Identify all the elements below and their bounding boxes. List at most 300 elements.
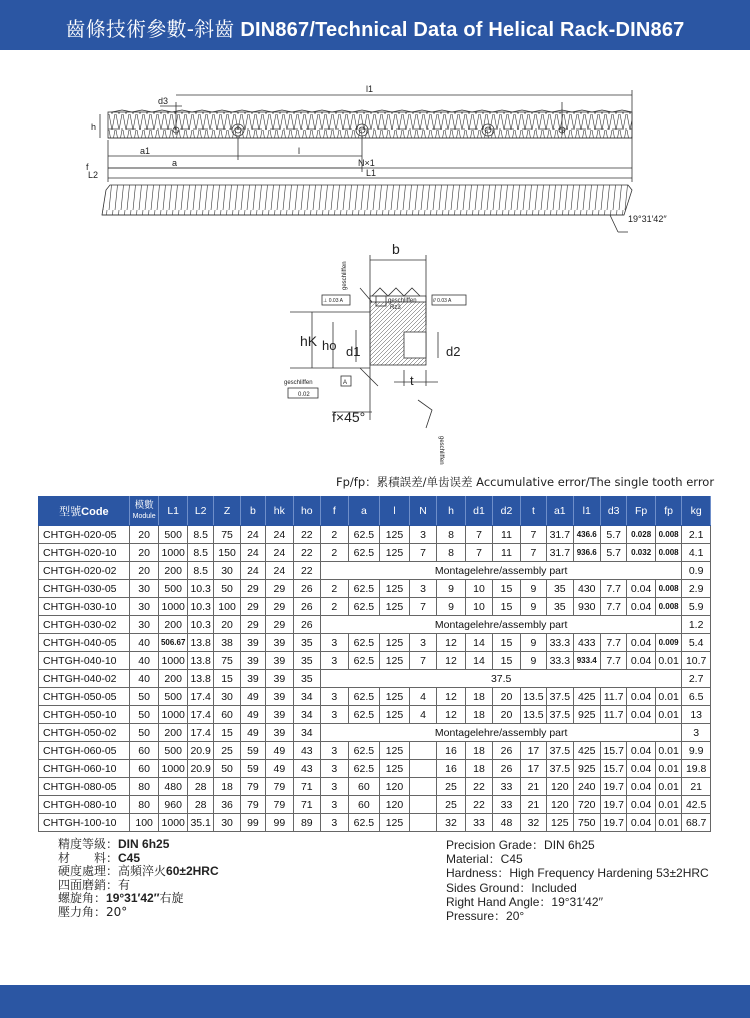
table-cell: 120 [547, 796, 573, 814]
table-cell: 3 [321, 634, 348, 652]
dim-hk-label: hK [300, 333, 318, 349]
geschliffen-label-4: geschliffen [438, 436, 444, 465]
table-cell: Montagelehre/assembly part [321, 616, 682, 634]
table-cell: 2 [321, 598, 348, 616]
table-cell: 1000 [159, 706, 188, 724]
table-cell: 925 [573, 760, 600, 778]
table-cell: CHTGH-100-10 [39, 814, 130, 832]
table-cell: 960 [159, 796, 188, 814]
table-cell: 500 [159, 688, 188, 706]
dim-b-label: b [392, 241, 400, 257]
table-cell: 10.3 [187, 616, 213, 634]
header-col: d2 [493, 497, 520, 526]
spec-material-zh: 材 料：C45 [58, 850, 141, 865]
table-cell: 29 [266, 580, 293, 598]
table-cell: 0.04 [627, 580, 656, 598]
table-cell: 8.5 [187, 544, 213, 562]
table-cell: 32 [520, 814, 546, 832]
datum-a-label: A [343, 380, 348, 386]
spec-sides-en: Sides Ground：Included [446, 880, 577, 895]
table-cell: 10 [465, 580, 492, 598]
table-cell: 39 [266, 634, 293, 652]
spec-pressure-zh: 壓力角：20° [58, 904, 128, 919]
table-cell: 3 [409, 526, 436, 544]
table-cell: 0.04 [627, 742, 656, 760]
table-cell: 62.5 [348, 598, 380, 616]
table-cell: 17.4 [187, 688, 213, 706]
header-col: Fp [627, 497, 656, 526]
table-row [39, 598, 711, 616]
table-cell: 39 [266, 688, 293, 706]
table-row [39, 724, 711, 742]
spec-table [38, 496, 711, 832]
table-cell: 0.008 [655, 526, 681, 544]
table-cell: 16 [437, 742, 466, 760]
table-cell: 33 [465, 814, 492, 832]
table-cell: 0.04 [627, 652, 656, 670]
spec-helix-en: Right Hand Angle：19°31′42′′ [446, 894, 603, 909]
table-cell: 20 [493, 688, 520, 706]
table-cell: 26 [293, 598, 320, 616]
rack-technical-drawing [0, 50, 750, 490]
table-cell: 100 [129, 814, 159, 832]
table-cell: 29 [266, 616, 293, 634]
dim-t-label: t [410, 373, 414, 388]
table-header-row [39, 497, 711, 526]
table-cell: 25 [214, 742, 240, 760]
table-cell: CHTGH-030-02 [39, 616, 130, 634]
dim-f-label: f [86, 162, 89, 172]
dim-d1-label: d1 [346, 344, 361, 359]
table-cell: 120 [380, 796, 410, 814]
table-cell: 480 [159, 778, 188, 796]
table-cell: 13 [682, 706, 711, 724]
table-cell: CHTGH-040-10 [39, 652, 130, 670]
table-cell: 22 [293, 562, 320, 580]
table-cell: 125 [380, 652, 410, 670]
table-cell: 18 [465, 706, 492, 724]
table-cell: 7 [409, 652, 436, 670]
dim-d3-label: d3 [158, 96, 169, 106]
table-cell: 1000 [159, 814, 188, 832]
table-cell: 0.04 [627, 706, 656, 724]
table-cell: CHTGH-060-10 [39, 760, 130, 778]
table-cell: CHTGH-030-10 [39, 598, 130, 616]
table-cell: 11 [493, 526, 520, 544]
table-row [39, 760, 711, 778]
table-cell: 71 [293, 796, 320, 814]
table-cell: 14 [465, 652, 492, 670]
spec-ground-zh: 四面磨銷：有 [58, 877, 131, 892]
table-cell: 200 [159, 616, 188, 634]
table-cell: 2.7 [682, 670, 711, 688]
table-cell: 26 [493, 742, 520, 760]
table-cell: 39 [240, 652, 265, 670]
header-col: l1 [573, 497, 600, 526]
table-cell: 2 [321, 580, 348, 598]
table-cell: 22 [465, 778, 492, 796]
table-cell: 62.5 [348, 706, 380, 724]
table-cell: 7 [409, 544, 436, 562]
header-col: d1 [465, 497, 492, 526]
table-cell: 120 [547, 778, 573, 796]
table-cell: 100 [214, 598, 240, 616]
table-cell: 13.8 [187, 670, 213, 688]
dim-L1-label: L1 [366, 168, 377, 178]
table-row [39, 796, 711, 814]
table-cell: 24 [266, 526, 293, 544]
table-cell: 7 [520, 544, 546, 562]
table-cell: 125 [380, 544, 410, 562]
title-english: DIN867/Technical Data of Helical Rack-DIN867 [240, 19, 685, 41]
table-cell: 17.4 [187, 706, 213, 724]
table-cell: 37.5 [547, 706, 573, 724]
table-cell: 936.6 [573, 544, 600, 562]
table-cell: 60 [129, 742, 159, 760]
table-cell: 3 [409, 634, 436, 652]
table-cell: 18 [465, 742, 492, 760]
table-cell: 62.5 [348, 544, 380, 562]
table-cell: 79 [266, 778, 293, 796]
table-cell: 125 [380, 706, 410, 724]
table-cell: 32 [437, 814, 466, 832]
spec-pressure-en: Pressure：20° [446, 909, 525, 924]
table-cell: 19.7 [600, 796, 626, 814]
table-cell: 33 [493, 796, 520, 814]
table-cell: 7 [520, 526, 546, 544]
table-cell: 0.028 [627, 526, 656, 544]
table-cell: 10.3 [187, 580, 213, 598]
header-col: d3 [600, 497, 626, 526]
table-cell: 3 [321, 796, 348, 814]
table-cell: 200 [159, 562, 188, 580]
table-cell: 12 [437, 688, 466, 706]
table-cell: 29 [240, 616, 265, 634]
table-cell: 30 [214, 688, 240, 706]
error-caption: Fp/fp：累積誤差/单齿误差 Accumulative error/The single tooth error [336, 475, 715, 489]
table-cell: CHTGH-050-05 [39, 688, 130, 706]
table-cell: 24 [240, 562, 265, 580]
table-cell: 12 [437, 706, 466, 724]
table-row [39, 652, 711, 670]
rack-helical-view [102, 185, 632, 232]
table-cell: 20 [129, 544, 159, 562]
table-cell: 1000 [159, 598, 188, 616]
header-col: f [321, 497, 348, 526]
table-cell: 48 [493, 814, 520, 832]
spec-grade-en: Precision Grade：DIN 6h25 [446, 838, 595, 852]
table-cell: 14 [465, 634, 492, 652]
table-cell: 6.5 [682, 688, 711, 706]
table-cell: 5.9 [682, 598, 711, 616]
table-cell: 9.9 [682, 742, 711, 760]
table-cell: 15.7 [600, 760, 626, 778]
table-cell: 35 [293, 634, 320, 652]
spec-material-en: Material：C45 [446, 852, 523, 867]
table-cell: 3 [321, 778, 348, 796]
table-cell: 15 [214, 724, 240, 742]
table-cell: 15 [493, 580, 520, 598]
table-cell: 0.01 [655, 796, 681, 814]
table-cell: 0.04 [627, 778, 656, 796]
table-cell: 11.7 [600, 688, 626, 706]
table-cell: 4 [409, 706, 436, 724]
table-cell: 39 [266, 724, 293, 742]
dim-L2-label: L2 [88, 170, 99, 180]
table-cell: 43 [293, 760, 320, 778]
table-cell: 22 [293, 526, 320, 544]
table-cell: 0.04 [627, 688, 656, 706]
header-col: l [380, 497, 410, 526]
table-cell: 9 [520, 598, 546, 616]
table-cell: 7.7 [600, 652, 626, 670]
table-row [39, 706, 711, 724]
table-cell: 35 [293, 670, 320, 688]
table-cell: 19.7 [600, 778, 626, 796]
table-cell: 21 [520, 796, 546, 814]
table-cell: 89 [293, 814, 320, 832]
table-cell: 2.9 [682, 580, 711, 598]
table-row [39, 580, 711, 598]
table-cell: 60 [129, 760, 159, 778]
table-cell: 0.04 [627, 634, 656, 652]
table-cell: 0.008 [655, 544, 681, 562]
table-cell: 18 [214, 778, 240, 796]
table-cell: 430 [573, 580, 600, 598]
header-col: ho [293, 497, 320, 526]
table-cell: 62.5 [348, 652, 380, 670]
geschliffen-label-1: geschliffen [342, 261, 348, 290]
table-cell: 10 [465, 598, 492, 616]
header-col: fp [655, 497, 681, 526]
table-cell: 0.9 [682, 562, 711, 580]
table-cell: 25 [437, 796, 466, 814]
table-cell: 3 [321, 814, 348, 832]
dim-d2-label: d2 [446, 344, 461, 359]
table-cell: 29 [240, 598, 265, 616]
table-cell: 34 [293, 724, 320, 742]
table-cell: 240 [573, 778, 600, 796]
table-cell: 11 [493, 544, 520, 562]
table-cell: 15 [493, 598, 520, 616]
table-cell: 933.4 [573, 652, 600, 670]
table-cell: 40 [129, 652, 159, 670]
header-code: 型號Code [39, 497, 130, 526]
table-cell: 33.3 [547, 652, 573, 670]
table-cell: 9 [520, 634, 546, 652]
table-cell: 0.01 [655, 760, 681, 778]
table-cell: 0.04 [627, 760, 656, 778]
table-cell: CHTGH-020-05 [39, 526, 130, 544]
table-cell: 50 [129, 724, 159, 742]
table-cell: 500 [159, 526, 188, 544]
table-cell: 8.5 [187, 562, 213, 580]
table-cell: 500 [159, 580, 188, 598]
table-cell: 7 [465, 544, 492, 562]
table-cell: 62.5 [348, 580, 380, 598]
table-cell: 17 [520, 742, 546, 760]
table-cell: 17 [520, 760, 546, 778]
header-col: L1 [159, 497, 188, 526]
table-cell: 34 [293, 706, 320, 724]
table-cell: 71 [293, 778, 320, 796]
table-cell: 0.01 [655, 742, 681, 760]
table-cell: 29 [240, 580, 265, 598]
table-row [39, 688, 711, 706]
table-cell: 3 [682, 724, 711, 742]
table-cell: 62.5 [348, 526, 380, 544]
table-cell: 60 [214, 706, 240, 724]
table-cell: 40 [129, 670, 159, 688]
table-row [39, 526, 711, 544]
table-cell: 120 [380, 778, 410, 796]
table-cell: 50 [129, 688, 159, 706]
header-col: hk [266, 497, 293, 526]
table-cell: 12 [437, 652, 466, 670]
table-cell: 38 [214, 634, 240, 652]
table-cell: 1.2 [682, 616, 711, 634]
table-cell: 125 [380, 526, 410, 544]
table-cell: 22 [293, 544, 320, 562]
table-cell: CHTGH-050-02 [39, 724, 130, 742]
table-cell: 59 [240, 760, 265, 778]
table-cell: 1000 [159, 652, 188, 670]
table-cell: CHTGH-020-02 [39, 562, 130, 580]
table-cell: 20.9 [187, 742, 213, 760]
table-cell: 79 [240, 778, 265, 796]
table-cell: 10.3 [187, 598, 213, 616]
table-row [39, 544, 711, 562]
table-cell: 24 [240, 526, 265, 544]
table-cell: 39 [266, 652, 293, 670]
table-cell: 80 [129, 778, 159, 796]
table-cell: 49 [240, 724, 265, 742]
table-cell: 30 [214, 562, 240, 580]
specs-english [446, 838, 709, 923]
table-cell: 19.8 [682, 760, 711, 778]
table-cell: 425 [573, 688, 600, 706]
table-cell: 5.4 [682, 634, 711, 652]
table-cell: 30 [129, 580, 159, 598]
table-cell: 125 [547, 814, 573, 832]
table-cell: 5.7 [600, 544, 626, 562]
table-cell: 125 [380, 688, 410, 706]
table-cell: 8 [437, 526, 466, 544]
table-cell: CHTGH-020-10 [39, 544, 130, 562]
table-cell: 11.7 [600, 706, 626, 724]
table-cell: 1000 [159, 544, 188, 562]
table-cell: 40 [129, 634, 159, 652]
geschliffen-label-2: geschliffen [388, 298, 417, 304]
table-cell: CHTGH-060-05 [39, 742, 130, 760]
header-col: t [520, 497, 546, 526]
table-cell: 39 [266, 670, 293, 688]
table-cell: 33.3 [547, 634, 573, 652]
table-cell: 16 [437, 760, 466, 778]
table-cell: 15 [493, 634, 520, 652]
geschliffen-label-3: geschliffen [284, 380, 313, 386]
header-col: Z [214, 497, 240, 526]
table-cell [409, 778, 436, 796]
tolerance-label: 0.02 [298, 392, 310, 398]
table-cell: 433 [573, 634, 600, 652]
roughness-label: Rz3 [390, 305, 401, 311]
table-cell: 39 [266, 706, 293, 724]
table-cell: 59 [240, 742, 265, 760]
table-cell: 3 [321, 652, 348, 670]
table-cell: 3 [321, 688, 348, 706]
table-cell: 37.5 [321, 670, 682, 688]
table-cell: 125 [380, 634, 410, 652]
helix-angle-label: 19°31′42′′ [628, 214, 667, 224]
table-cell: 42.5 [682, 796, 711, 814]
table-cell: 0.008 [655, 580, 681, 598]
table-cell: 39 [240, 634, 265, 652]
table-cell: 0.04 [627, 598, 656, 616]
table-cell: 19.7 [600, 814, 626, 832]
table-cell: 2.1 [682, 526, 711, 544]
table-cell: 8.5 [187, 526, 213, 544]
tol-frame-left: ⊥ 0.03 A [323, 298, 343, 304]
table-cell: Montagelehre/assembly part [321, 562, 682, 580]
table-cell: 3 [321, 742, 348, 760]
header-col: N [409, 497, 436, 526]
table-cell: 24 [240, 544, 265, 562]
table-cell: CHTGH-040-05 [39, 634, 130, 652]
table-cell: 33 [493, 778, 520, 796]
table-cell: 26 [293, 616, 320, 634]
table-cell: 68.7 [682, 814, 711, 832]
table-cell: CHTGH-030-05 [39, 580, 130, 598]
table-cell: 125 [380, 814, 410, 832]
table-cell: 62.5 [348, 634, 380, 652]
spec-table-body [39, 526, 711, 832]
title-chinese: 齒條技術參數-斜齒 [65, 17, 235, 41]
table-cell: 35 [547, 580, 573, 598]
table-cell: 79 [266, 796, 293, 814]
table-cell: 4 [409, 688, 436, 706]
table-cell: 506.67 [159, 634, 188, 652]
page-header [0, 0, 750, 50]
table-cell: 62.5 [348, 760, 380, 778]
table-cell: 26 [293, 580, 320, 598]
table-cell [409, 796, 436, 814]
table-cell: 20 [214, 616, 240, 634]
table-cell: 25 [437, 778, 466, 796]
table-cell: 3 [321, 760, 348, 778]
table-row [39, 634, 711, 652]
table-cell: 7 [409, 598, 436, 616]
table-cell: 15 [214, 670, 240, 688]
table-cell: 80 [129, 796, 159, 814]
table-cell: 60 [348, 796, 380, 814]
table-cell: 15.7 [600, 742, 626, 760]
table-cell: CHTGH-050-10 [39, 706, 130, 724]
dim-nx1-label: N×1 [358, 158, 375, 168]
table-cell: 436.6 [573, 526, 600, 544]
table-cell: 0.04 [627, 796, 656, 814]
table-cell: 30 [129, 598, 159, 616]
table-cell: 8 [437, 544, 466, 562]
table-row [39, 670, 711, 688]
dim-a-label: a [172, 158, 178, 168]
table-cell: 125 [380, 598, 410, 616]
table-cell: 20 [129, 562, 159, 580]
table-cell: 30 [129, 616, 159, 634]
table-cell: 21 [520, 778, 546, 796]
table-cell: 150 [214, 544, 240, 562]
page-footer-bar [0, 985, 750, 1018]
